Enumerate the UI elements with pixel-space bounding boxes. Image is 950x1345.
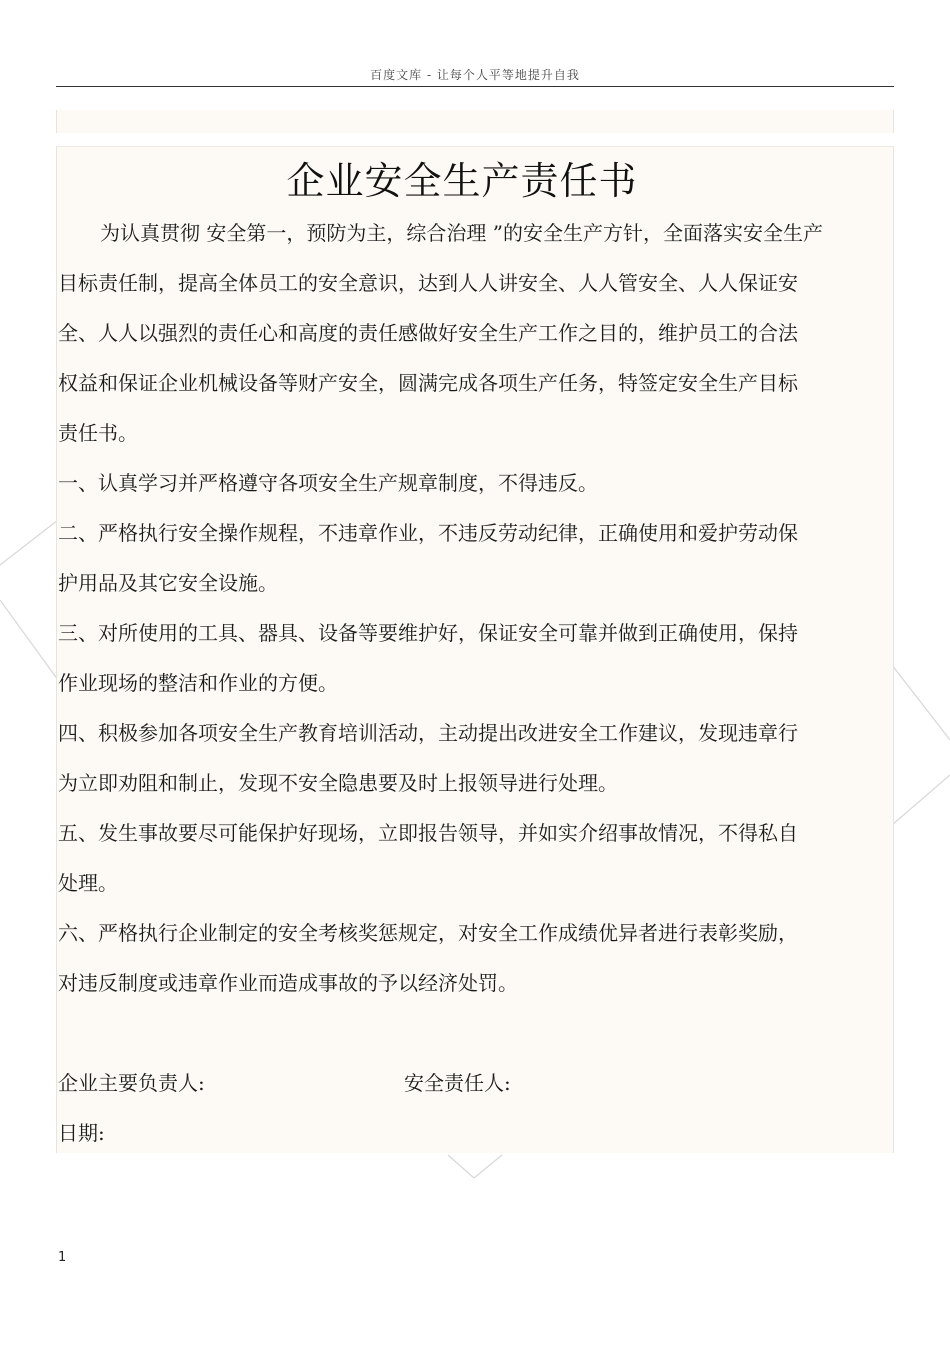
- clause-1: 一、认真学习并严格遵守各项安全生产规章制度，不得违反。: [58, 471, 598, 495]
- clause-3-cont: 作业现场的整洁和作业的方便。: [58, 671, 338, 695]
- date-label: 日期:: [58, 1121, 105, 1145]
- company-head-signature-label: 企业主要负责人:: [58, 1071, 205, 1095]
- clause-6: 六、严格执行企业制定的安全考核奖惩规定，对安全工作成绩优异者进行表彰奖励，: [58, 921, 798, 945]
- top-banner-box: [56, 110, 894, 133]
- paragraph-line: 目标责任制，提高全体员工的安全意识，达到人人讲安全、人人管安全、人人保证安: [58, 271, 798, 295]
- safety-person-signature-label: 安全责任人:: [404, 1071, 511, 1095]
- clause-2-cont: 护用品及其它安全设施。: [58, 571, 278, 595]
- paragraph-line: 责任书。: [58, 421, 138, 445]
- clause-6-cont: 对违反制度或违章作业而造成事故的予以经济处罚。: [58, 971, 518, 995]
- header-divider: [56, 86, 894, 87]
- clause-5-cont: 处理。: [58, 871, 118, 895]
- paragraph-line: 权益和保证企业机械设备等财产安全，圆满完成各项生产任务，特签定安全生产目标: [58, 371, 798, 395]
- document-title: 企业安全生产责任书: [286, 159, 638, 203]
- clause-4-cont: 为立即劝阻和制止，发现不安全隐患要及时上报领导进行处理。: [58, 771, 618, 795]
- clause-2: 二、严格执行安全操作规程，不违章作业，不违反劳动纪律，正确使用和爱护劳动保: [58, 521, 798, 545]
- clause-5: 五、发生事故要尽可能保护好现场，立即报告领导，并如实介绍事故情况，不得私自: [58, 821, 798, 845]
- clause-3: 三、对所使用的工具、器具、设备等要维护好，保证安全可靠并做到正确使用，保持: [58, 621, 798, 645]
- header-text: 百度文库 - 让每个人平等地提升自我: [370, 68, 580, 82]
- page-number: 1: [58, 1250, 67, 1265]
- clause-4: 四、积极参加各项安全生产教育培训活动，主动提出改进安全工作建议，发现违章行: [58, 721, 798, 745]
- paragraph-line: 全、人人以强烈的责任心和高度的责任感做好安全生产工作之目的，维护员工的合法: [58, 321, 798, 345]
- paragraph-line: 为认真贯彻 安全第一，预防为主，综合治理 ”的安全生产方针，全面落实安全生产: [100, 221, 823, 245]
